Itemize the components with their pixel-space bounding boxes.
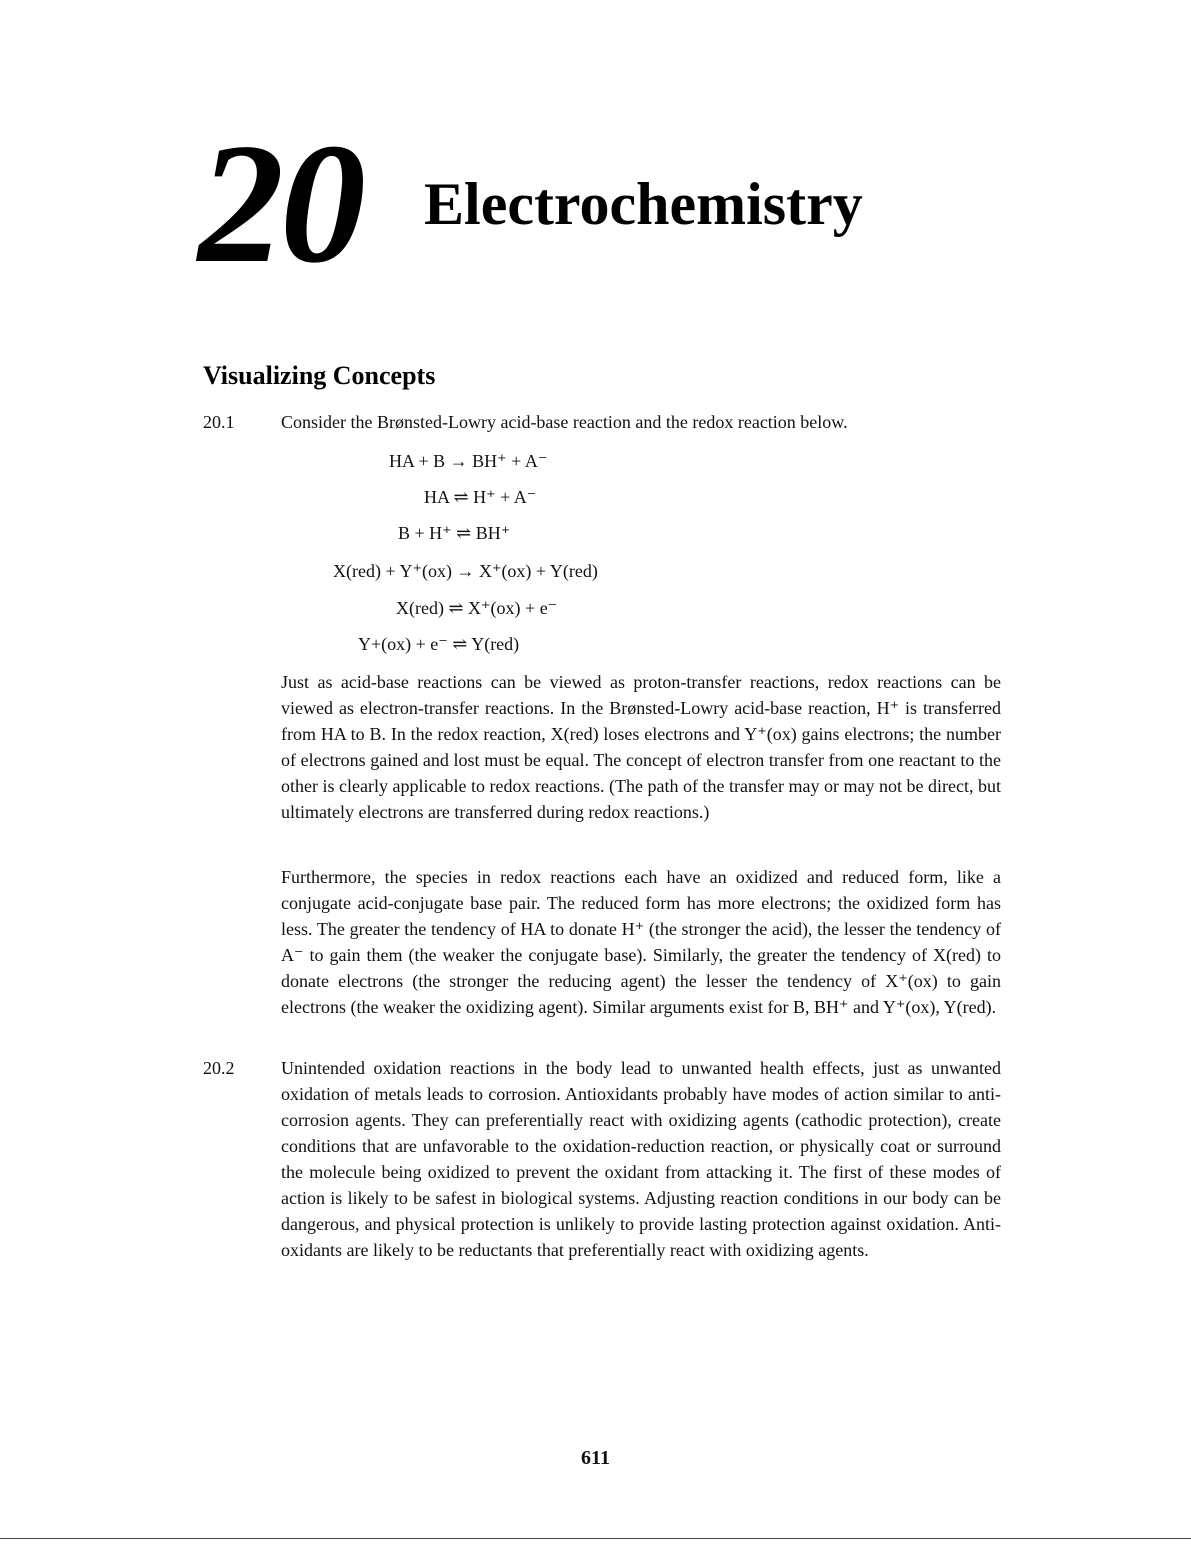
bottom-divider (0, 1538, 1191, 1539)
paragraph-electron-transfer: Just as acid-base reactions can be viewed as proton-transfer reactions, redox reactions can be viewed as electron-transfer reactions. In the Brønsted-Lowry acid-base reaction, H⁺ is transferred from HA to B. In the redox reaction, X(red) loses electrons and Y⁺(ox) gains electrons; the number of electrons gained and lost must be equal. The concept of electron transfer from one reactant to the other is clearly applicable to redox reactions. (The path of the transfer may or may not be direct, but ultimately electrons are transferred during redox reactions.) (281, 672, 1001, 822)
equation-base-protonation: B + H⁺ ⇌ BH⁺ (398, 523, 511, 543)
paragraph-antioxidants: Unintended oxidation reactions in the body lead to unwanted health effects, just as unwanted oxidation of metals leads to corrosion. Antioxidants probably have modes of action similar to anti-corrosion agents. They can preferentially react with oxidizing agents (cathodic protection), create conditions that are unfavorable to the oxidation-reduction reaction, or physically coat or surround the molecule being oxidized to prevent the oxidant from attacking it. The first of these modes of action is likely to be safest in biological systems. Adjusting reaction conditions in our body can be dangerous, and physical protection is unlikely to provide lasting protection against oxidation. Anti-oxidants are likely to be reductants that preferentially react with oxidizing agents. (281, 1058, 1001, 1260)
equation-oxidation-half: X(red) ⇌ X⁺(ox) + e⁻ (396, 598, 558, 618)
equation-reduction-half: Y+(ox) + e⁻ ⇌ Y(red) (358, 634, 520, 654)
equation-acid-dissociation: HA ⇌ H⁺ + A⁻ (424, 487, 537, 507)
chapter-number: 20 (198, 109, 362, 299)
question-intro: Consider the Brønsted-Lowry acid-base reaction and the redox reaction below. (281, 412, 848, 432)
question-number-20-2: 20.2 (203, 1058, 235, 1078)
paragraph-conjugate-pairs: Furthermore, the species in redox reactions each have an oxidized and reduced form, like a conjugate acid-conjugate base pair. The reduced form has more electrons; the oxidized form has less. The greater the tendency of HA to donate H⁺ (the stronger the acid), the lesser the tendency of A⁻ to gain them (the weaker the conjugate base). Similarly, the greater the tendency of X(red) to donate electrons (the stronger the reducing agent) the lesser the tendency of X⁺(ox) to gain electrons (the weaker the oxidizing agent). Similar arguments exist for B, BH⁺ and Y⁺(ox), Y(red). (281, 867, 1001, 1017)
page-number: 611 (581, 1447, 610, 1469)
equation-acid-base-overall: HA + B → BH⁺ + A⁻ (389, 451, 548, 471)
question-number-20-1: 20.1 (203, 412, 235, 432)
chapter-title: Electrochemistry (424, 171, 863, 237)
equation-redox-overall: X(red) + Y⁺(ox) → X⁺(ox) + Y(red) (333, 561, 598, 581)
section-heading: Visualizing Concepts (203, 361, 436, 390)
